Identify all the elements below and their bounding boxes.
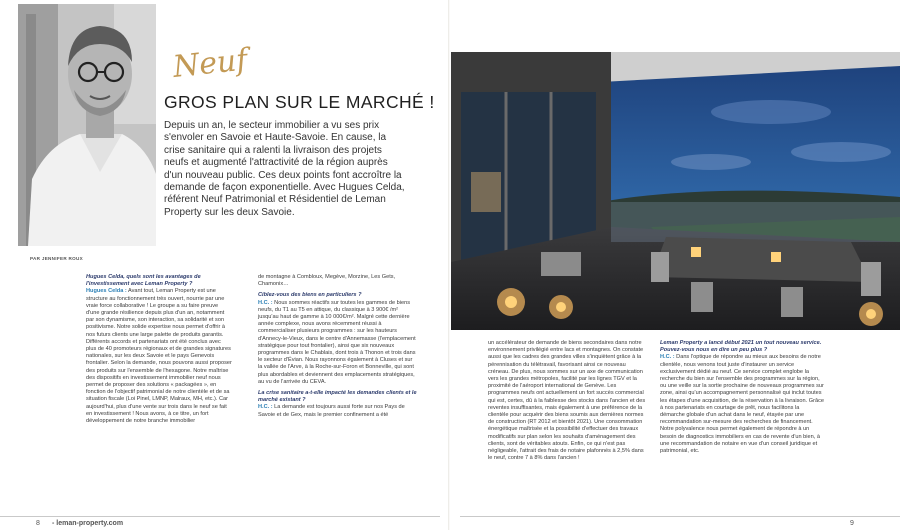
answer-3-text: La demande est toujours aussi forte sur nos Pays de Savoie et de Gex, mais le premier confinement a été — [258, 404, 405, 418]
answer-2-text: Nous sommes réactifs sur toutes les gammes de biens neufs, du T1 au T5 en attique, du classique à 3 900€ /m² jusqu'au haut de gamme à 10 000€/m². Malgré cette dernière année complexe, nous avons récemment réussi à commercialiser plusieurs programmes : sur les hauteurs d'Annecy-le-Vieux, dans le centre d'Annemasse (l'emplacement stratégique pour tout frontalier), ainsi que six nouveaux programmes dans le Chablais, dont trois à Thonon et trois dans le secteur d'Évian. Nous rayonnons également à Cluses et sur la vallée de l'Arve, à la Roche-sur-Foron et Bonneville, qui sont plus abordables et deviennent des emplacements stratégiques, au vu de l'arrivée du CEVA. — [258, 299, 416, 385]
answer-4 — [660, 354, 825, 455]
website-link[interactable]: - leman-property.com — [52, 520, 124, 527]
page-number-left: 8 — [36, 520, 40, 527]
speaker-label: H.C. : — [258, 299, 273, 306]
answer-4-text: Dans l'optique de répondre au mieux aux besoins de notre clientèle, nous venons tout juste d'instaurer un service exclusivement dédié au neuf. Ce service complet englobe la recherche du bien sur l'ensemble des programmes sur la région, ou une veille sur la sortie prochaine de nouveaux programmes sur zone, ainsi qu'un accompagnement personnalisé qui inclut toutes les étapes d'une acquisition, de la réservation à la livraison. Grâce à nos partenariats en courtage de prêt, nous facilitons la démarche globale d'un achat dans le neuf, étayée par une recommandation sur-mesure des recherches de financement. Notre polyvalence nous permet également de répondre à un besoin de diagnostics immobiliers en cas de revente d'un bien, à une recommandation de notaire en vue d'un conseil juridique et patrimonial, etc. — [660, 354, 824, 455]
question-3: La crise sanitaire a-t-elle impacté les demandes clients et le marché existant ? — [258, 390, 417, 404]
footer-rule-right — [460, 516, 900, 517]
speaker-label: Hugues Celda : — [86, 288, 127, 295]
author-credit: PAR JENNIFER ROUX — [30, 256, 83, 261]
portrait-illustration — [18, 4, 156, 246]
answer-1-continued: de montagne à Combloux, Megève, Morzine, Les Gets, Chamonix… — [258, 274, 396, 288]
intro-text: Depuis un an, le secteur immobilier a vu ses prix s'envoler en Savoie et Haute-Savoie. En cause, la crise sanitaire qui a ralenti la livraison des projets neufs et augmenté l'attractivité de la région auprès d'un nouveau public. Ces deux points font accroître la demande de façon exponentielle. Avec Hugues Celda, référent Neuf Patrimonial et Résidentiel de Leman Property sur les deux Savoie. — [164, 120, 405, 218]
question-1: Hugues Celda, quels sont les avantages de l'investissement avec Leman Property ? — [86, 274, 201, 288]
terrace-illustration — [451, 52, 900, 330]
answer-3-continued: un accélérateur de demande de biens secondaires dans notre environnement privilégié entre lacs et montagnes. On constate aussi que les cadres des grandes villes s'inquiètent grâce à la pérennisation du télétravail, favorisant ainsi ce nouveau créneau. De plus, nous sommes sur un axe de communication vers les grandes métropoles, facilité par les lignes TGV et la proximité de l'aéroport international de Genève. Les programmes neufs ont actuellement un fort succès commercial qui est, certes, dû à la faiblesse des stocks dans l'ancien et des reventes insuffisantes, mais également à une préférence de la clientèle pour acquérir des biens soumis aux dernières normes de construction (RT 2012 et bientôt 2021). Une consommation énergétique maîtrisée et la possibilité d'effectuer des travaux modificatifs sur plan selon les souhaits d'aménagement des clients, sont de véritables atouts. Enfin, ce qui n'est pas négligeable, l'attrait des frais de notaire plafonnés à 2,5% dans le neuf, contre 7 à 8% dans l'ancien ! — [488, 340, 646, 462]
question-4: Leman Property a lancé début 2021 un tout nouveau service. Pouvez-vous nous en dire un peu plus ? — [660, 340, 822, 354]
terrace-photo — [451, 52, 900, 330]
answer-3 — [258, 404, 418, 418]
intro-paragraph — [164, 120, 409, 219]
answer-1 — [86, 288, 232, 425]
speaker-label: H.C. : — [258, 404, 273, 411]
section-script-title: Neuf — [171, 42, 250, 85]
column-b — [258, 274, 418, 423]
column-a — [86, 274, 232, 429]
column-c — [488, 340, 648, 466]
column-d — [660, 340, 825, 459]
footer-rule-left — [0, 516, 440, 517]
question-2: Ciblez-vous des biens en particuliers ? — [258, 292, 362, 299]
answer-1-text: Avant tout, Leman Property est une structure au fonctionnement très ouvert, nourrie par une vraie force collaborative ! Le groupe a su faire preuve d'une grande résilience depuis plus d'un an, notamment par son dynamisme, son interaction, sa solidarité et son positivisme. Notre solide expertise nous permet d'offrir à nos futurs clients une large palette de produits garantis. Différents accords et partenariats ont été conclus avec plus de 40 promoteurs régionaux et de grandes signatures nationales, sur les deux Savoie et le pays Genevois frontalier. Selon la demande, nous pouvons aussi proposer des produits sur l'ensemble de l'hexagone. Notre maîtrise des dispositifs en investissement immobilier neuf nous permet de proposer des solutions « packagées », en fonction de l'objectif patrimonial de notre clientèle et de sa situation fiscale (Loi Pinel, LMNP, Malraux, MH, etc.). Car aujourd'hui, plus d'une vente sur trois dans le neuf se fait en investissement ! Nous avons, à ce titre, un fort développement de notre branche immobilier — [86, 288, 232, 425]
headline: GROS PLAN SUR LE MARCHÉ ! — [164, 92, 435, 112]
portrait-photo — [18, 4, 156, 246]
speaker-label: H.C. : — [660, 354, 675, 361]
answer-2 — [258, 300, 418, 386]
page-number-right: 9 — [850, 520, 854, 527]
page-fold — [448, 0, 450, 530]
